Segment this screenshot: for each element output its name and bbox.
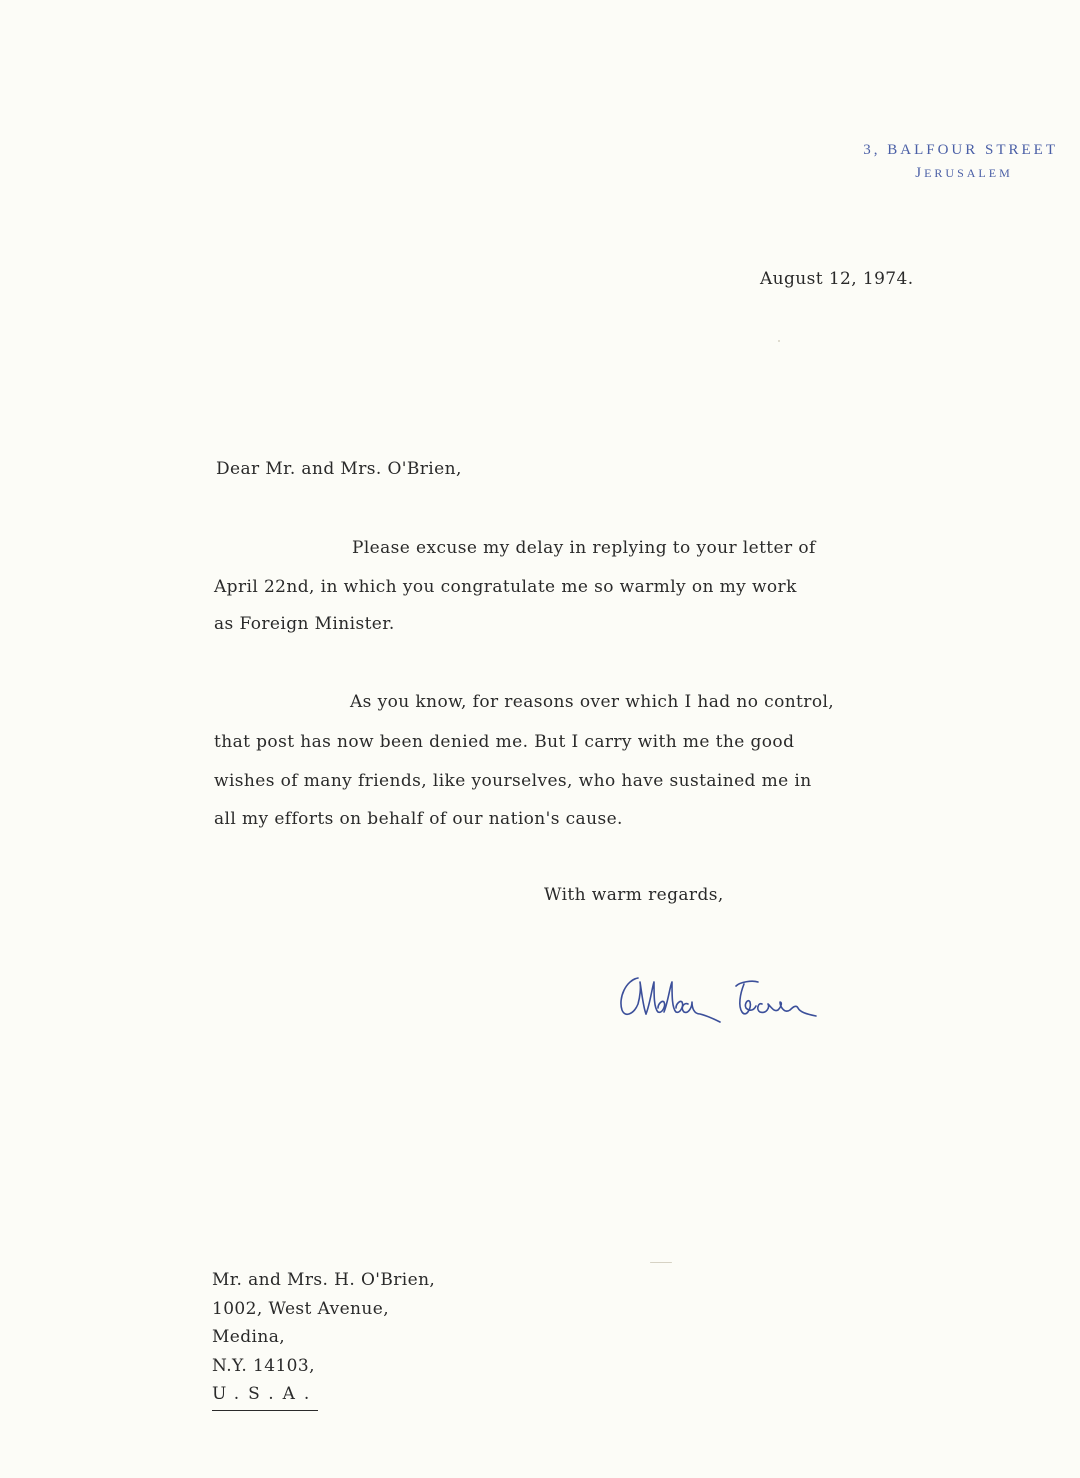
closing: With warm regards, bbox=[544, 885, 724, 905]
body-line: wishes of many friends, like yourselves, who have sustained me in bbox=[214, 771, 812, 791]
address-line: Medina, bbox=[212, 1327, 286, 1347]
address-country: U.S.A. bbox=[212, 1380, 318, 1411]
body-line: as Foreign Minister. bbox=[214, 614, 395, 634]
signature bbox=[612, 964, 852, 1034]
address-line: 1002, West Avenue, bbox=[212, 1298, 389, 1319]
body-line: As you know, for reasons over which I had no control, bbox=[350, 692, 835, 712]
salutation: Dear Mr. and Mrs. O'Brien, bbox=[216, 459, 462, 479]
body-line: all my efforts on behalf of our nation's cause. bbox=[214, 809, 623, 829]
paper-fleck bbox=[650, 1262, 672, 1263]
recipient-address bbox=[212, 1266, 435, 1411]
address-line: Mr. and Mrs. H. O'Brien, bbox=[212, 1270, 436, 1290]
body-line: Please excuse my delay in replying to your letter of bbox=[352, 538, 816, 558]
address-line: N.Y. 14103, bbox=[212, 1355, 315, 1376]
letter-date: August 12, 1974. bbox=[760, 269, 914, 289]
body-line: April 22nd, in which you congratulate me so warmly on my work bbox=[214, 577, 797, 597]
letterhead-street: 3, BALFOUR STREET bbox=[863, 142, 1058, 158]
letterhead bbox=[863, 142, 1058, 182]
body-line: that post has now been denied me. But I carry with me the good bbox=[214, 732, 795, 752]
letterhead-city: JERUSALEM bbox=[915, 165, 1013, 181]
paper-fleck bbox=[778, 340, 780, 342]
